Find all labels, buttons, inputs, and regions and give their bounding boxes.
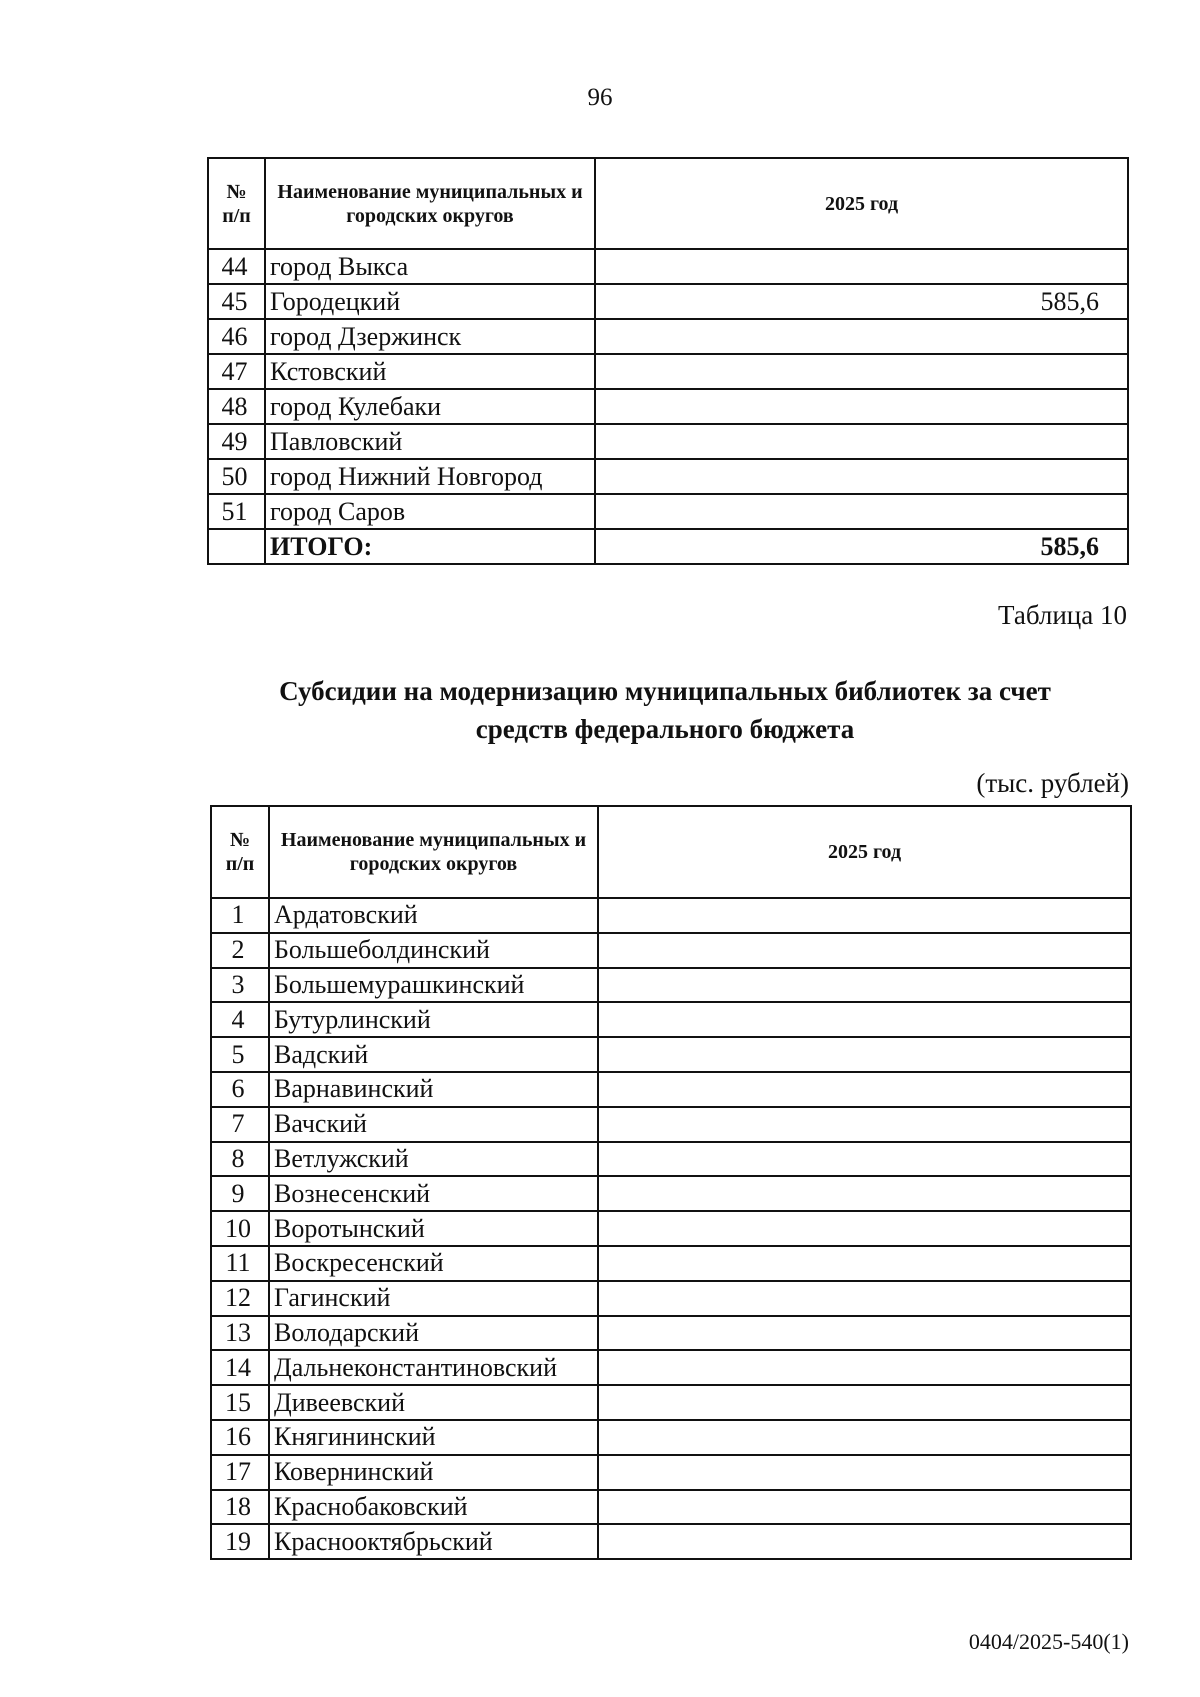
row-name: Княгининский xyxy=(269,1420,598,1455)
row-value xyxy=(598,933,1131,968)
row-name: Вознесенский xyxy=(269,1176,598,1211)
row-value xyxy=(595,354,1128,389)
header-num xyxy=(208,158,265,249)
row-name: Дальнеконстантиновский xyxy=(269,1350,598,1385)
header-name: Наименование муниципальных и городских округов xyxy=(269,806,598,898)
table-row xyxy=(211,1072,1131,1107)
row-number: 7 xyxy=(211,1107,269,1142)
page-number: 96 xyxy=(587,84,613,111)
table-row xyxy=(211,1281,1131,1316)
row-value: 585,6 xyxy=(595,284,1128,319)
table-row xyxy=(211,1037,1131,1072)
table-body xyxy=(208,249,1128,564)
row-number: 2 xyxy=(211,933,269,968)
document-code: 0404/2025-540(1) xyxy=(968,1629,1129,1654)
header-num-line1: № xyxy=(226,180,247,203)
subsidy-table-10 xyxy=(210,805,1132,1560)
table-row xyxy=(211,1211,1131,1246)
row-number: 10 xyxy=(211,1211,269,1246)
table-row xyxy=(211,1107,1131,1142)
row-value xyxy=(595,494,1128,529)
row-name: Городецкий xyxy=(265,284,595,319)
row-value xyxy=(598,1176,1131,1211)
table-row xyxy=(211,1455,1131,1490)
row-name: Дивеевский xyxy=(269,1385,598,1420)
row-name: Воротынский xyxy=(269,1211,598,1246)
table-row xyxy=(211,1176,1131,1211)
table-header-row xyxy=(211,806,1131,898)
row-name: город Кулебаки xyxy=(265,389,595,424)
row-number: 17 xyxy=(211,1455,269,1490)
row-name: Гагинский xyxy=(269,1281,598,1316)
row-number: 14 xyxy=(211,1350,269,1385)
row-value xyxy=(595,459,1128,494)
row-number: 9 xyxy=(211,1176,269,1211)
table-row xyxy=(211,1490,1131,1525)
table-row xyxy=(211,1002,1131,1037)
total-label: ИТОГО: xyxy=(265,529,595,564)
subsidy-table-continued xyxy=(207,157,1129,565)
row-name: Ковернинский xyxy=(269,1455,598,1490)
table-row xyxy=(211,933,1131,968)
row-number: 5 xyxy=(211,1037,269,1072)
row-value xyxy=(595,424,1128,459)
table-10-label: Таблица 10 xyxy=(998,600,1127,630)
row-value xyxy=(598,1455,1131,1490)
table-body xyxy=(211,898,1131,1559)
total-row xyxy=(208,529,1128,564)
row-number: 46 xyxy=(208,319,265,354)
row-name: город Нижний Новгород xyxy=(265,459,595,494)
header-name: Наименование муниципальных и городских округов xyxy=(265,158,595,249)
row-number: 1 xyxy=(211,898,269,933)
row-value xyxy=(598,1524,1131,1559)
header-year: 2025 год xyxy=(595,158,1128,249)
row-number: 13 xyxy=(211,1316,269,1351)
row-number: 50 xyxy=(208,459,265,494)
row-number: 3 xyxy=(211,968,269,1003)
row-name: город Саров xyxy=(265,494,595,529)
table-row xyxy=(208,319,1128,354)
table-row xyxy=(211,1420,1131,1455)
row-value xyxy=(598,1246,1131,1281)
header-num-line2: п/п xyxy=(225,853,255,875)
row-number: 48 xyxy=(208,389,265,424)
row-name: Большемурашкинский xyxy=(269,968,598,1003)
row-number: 4 xyxy=(211,1002,269,1037)
table-row xyxy=(211,1350,1131,1385)
row-value xyxy=(598,1037,1131,1072)
row-value xyxy=(598,1072,1131,1107)
header-num-line1: № xyxy=(229,829,251,851)
table-row xyxy=(208,424,1128,459)
total-num-cell xyxy=(208,529,265,564)
row-number: 49 xyxy=(208,424,265,459)
row-value xyxy=(598,1107,1131,1142)
table-10-title-line1: Субсидии на модернизацию муниципальных библиотек за счет xyxy=(279,676,1051,706)
table-row xyxy=(208,354,1128,389)
row-value xyxy=(598,1420,1131,1455)
table-row xyxy=(211,1385,1131,1420)
row-number: 47 xyxy=(208,354,265,389)
row-name: Краснобаковский xyxy=(269,1490,598,1525)
row-value xyxy=(598,1142,1131,1177)
row-number: 51 xyxy=(208,494,265,529)
row-number: 11 xyxy=(211,1246,269,1281)
table-row xyxy=(211,898,1131,933)
row-name: город Дзержинск xyxy=(265,319,595,354)
table-row xyxy=(208,494,1128,529)
row-number: 44 xyxy=(208,249,265,284)
table-header-row xyxy=(208,158,1128,249)
row-name: Большеболдинский xyxy=(269,933,598,968)
table-10-title xyxy=(200,672,1130,748)
header-year: 2025 год xyxy=(598,806,1131,898)
table-row xyxy=(211,1316,1131,1351)
row-value xyxy=(595,249,1128,284)
row-number: 15 xyxy=(211,1385,269,1420)
row-name: Ветлужский xyxy=(269,1142,598,1177)
table-row xyxy=(211,1524,1131,1559)
row-name: Вадский xyxy=(269,1037,598,1072)
row-number: 18 xyxy=(211,1490,269,1525)
row-value xyxy=(595,319,1128,354)
table-row xyxy=(208,249,1128,284)
row-value xyxy=(598,1490,1131,1525)
row-number: 16 xyxy=(211,1420,269,1455)
row-name: Воскресенский xyxy=(269,1246,598,1281)
table-row xyxy=(211,968,1131,1003)
row-name: Кстовский xyxy=(265,354,595,389)
row-name: Варнавинский xyxy=(269,1072,598,1107)
table-row xyxy=(208,284,1128,319)
row-number: 19 xyxy=(211,1524,269,1559)
table-10-title-line2: средств федерального бюджета xyxy=(475,714,855,744)
table-row xyxy=(211,1246,1131,1281)
row-name: Володарский xyxy=(269,1316,598,1351)
row-value xyxy=(598,1350,1131,1385)
row-name: город Выкса xyxy=(265,249,595,284)
table-row xyxy=(211,1142,1131,1177)
row-value xyxy=(598,968,1131,1003)
row-name: Краснооктябрьский xyxy=(269,1524,598,1559)
table-row xyxy=(208,459,1128,494)
row-number: 45 xyxy=(208,284,265,319)
row-value xyxy=(598,1281,1131,1316)
row-value xyxy=(598,898,1131,933)
header-num xyxy=(211,806,269,898)
row-name: Павловский xyxy=(265,424,595,459)
row-number: 6 xyxy=(211,1072,269,1107)
units-label: (тыс. рублей) xyxy=(976,768,1129,798)
row-name: Ардатовский xyxy=(269,898,598,933)
row-value xyxy=(598,1002,1131,1037)
row-value xyxy=(598,1385,1131,1420)
row-number: 12 xyxy=(211,1281,269,1316)
row-name: Бутурлинский xyxy=(269,1002,598,1037)
total-value: 585,6 xyxy=(595,529,1128,564)
header-num-line2: п/п xyxy=(222,204,251,227)
row-number: 8 xyxy=(211,1142,269,1177)
row-name: Вачский xyxy=(269,1107,598,1142)
row-value xyxy=(598,1316,1131,1351)
table-row xyxy=(208,389,1128,424)
row-value xyxy=(598,1211,1131,1246)
row-value xyxy=(595,389,1128,424)
